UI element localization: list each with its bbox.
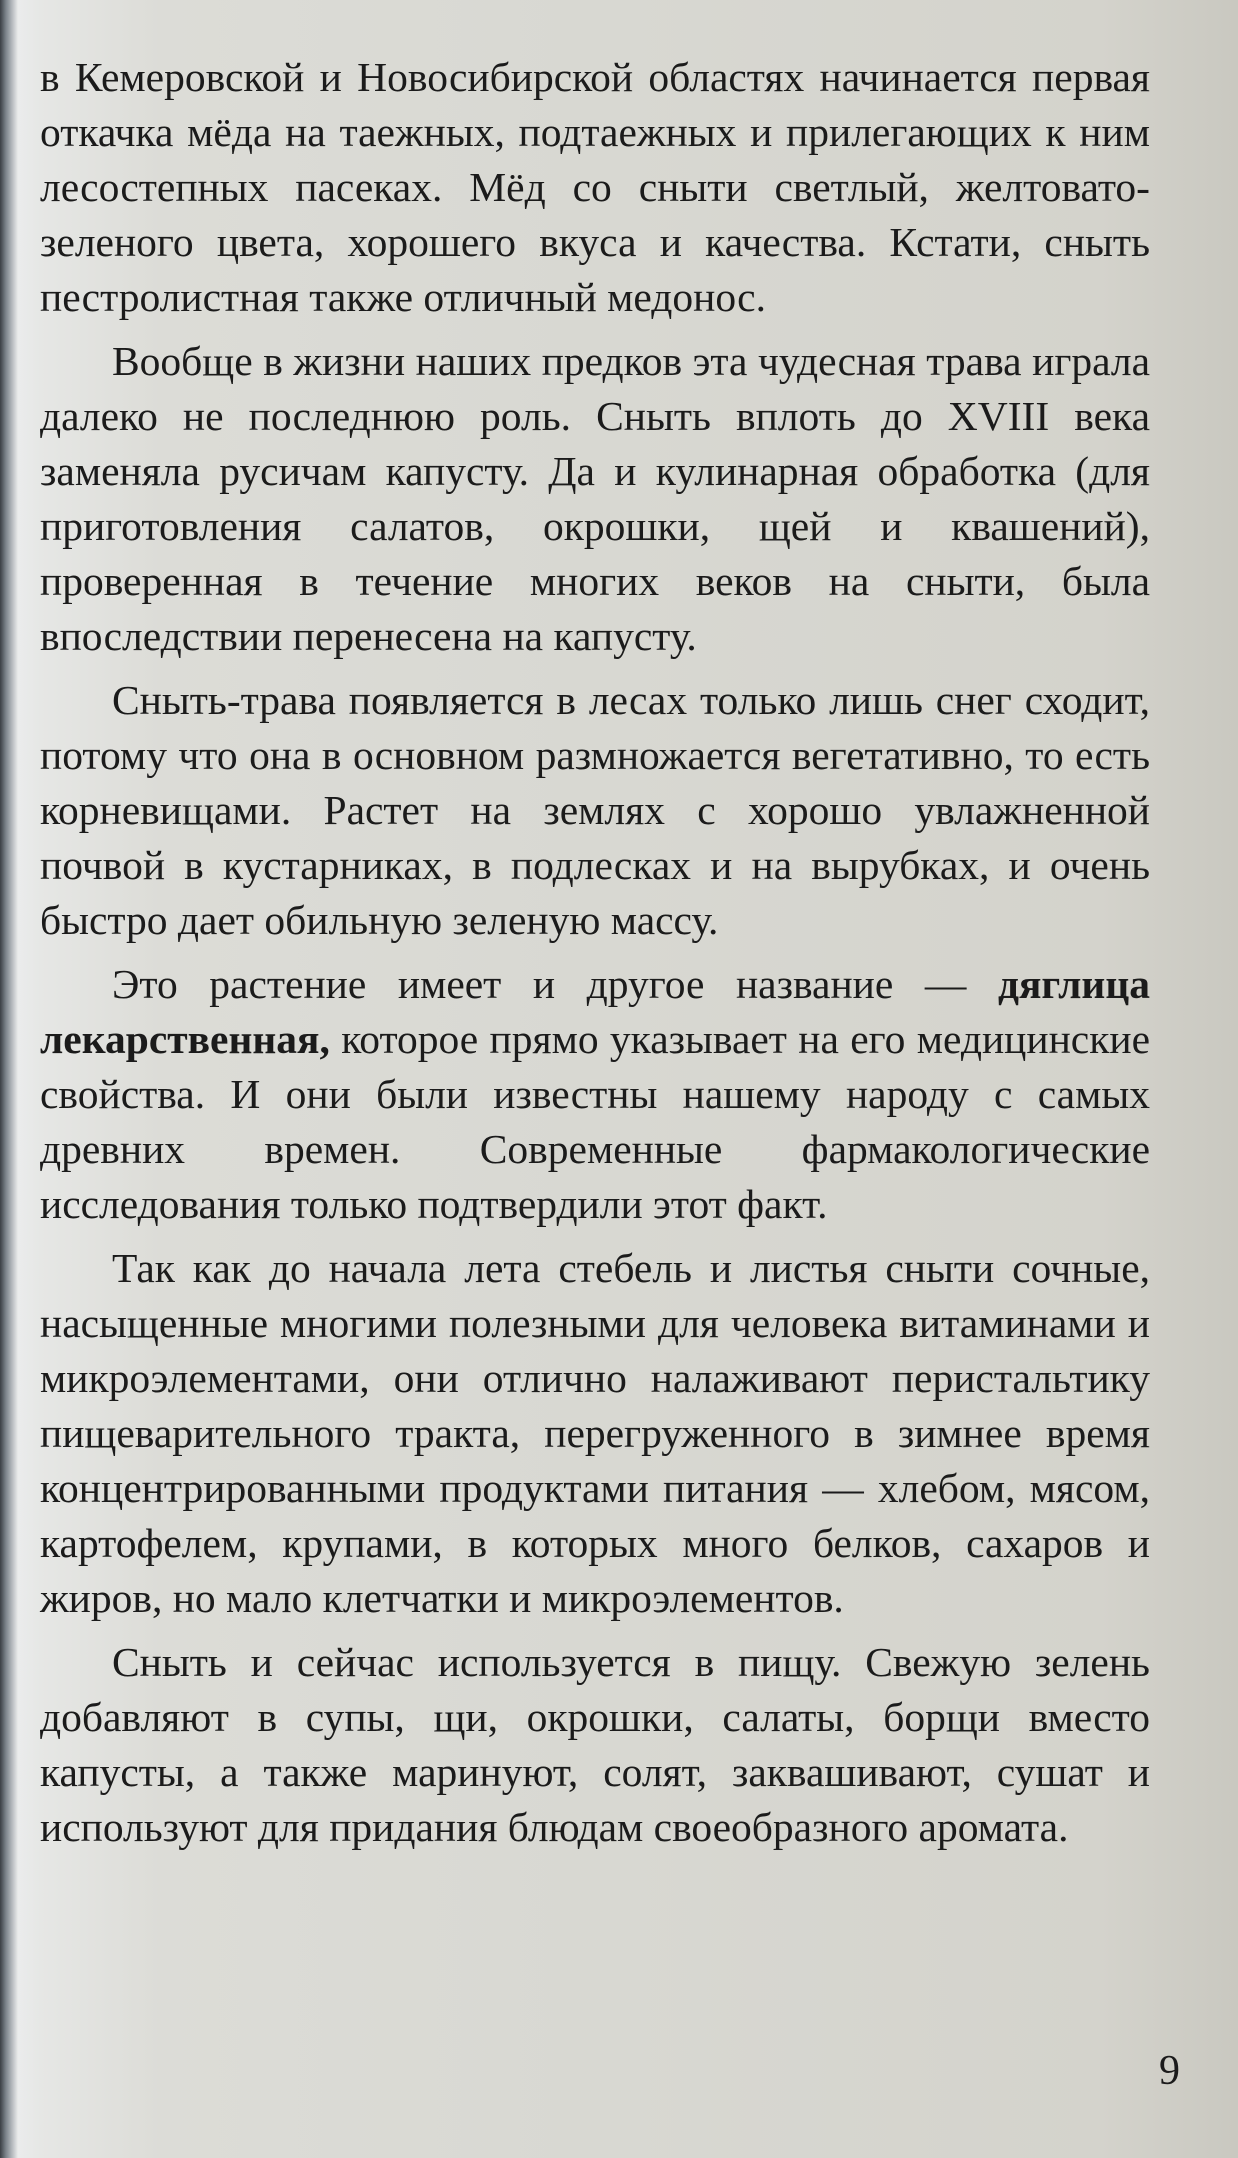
- page-number: 9: [1159, 2048, 1180, 2094]
- paragraph-3: Сныть-трава появляется в лесах только лишь снег сходит, потому что она в основном размножается вегетативно, то есть корневищами. Растет на землях с хорошо увлажненной почвой в кустарниках, в подлесках и на вырубках, и очень быстро дает обильную зеленую массу.: [40, 677, 1150, 943]
- paragraph-6: Сныть и сейчас используется в пищу. Свежую зелень добавляют в супы, щи, окрошки, салаты, борщи вместо капусты, а также маринуют, солят, заквашивают, сушат и используют для придания блюдам своеобразного аромата.: [40, 1639, 1150, 1850]
- paragraph-1: в Кемеровской и Новосибирской областях начинается первая откачка мёда на таежных, подтаежных и прилегающих к ним лесостепных пасеках. Мёд со сныти светлый, желтовато-зеленого цвета, хорошего вкуса и качества. Кстати, сныть пестролистная также отличный медонос.: [40, 54, 1150, 320]
- paragraph-4: [40, 957, 1150, 1232]
- paragraph-5: Так как до начала лета стебель и листья сныти сочные, насыщенные многими полезными для человека витаминами и микроэлементами, они отлично налаживают перистальтику пищеварительного тракта, перегруженного в зимнее время концентрированными продуктами питания — хлебом, мясом, картофелем, крупами, в которых много белков, сахаров и жиров, но мало клетчатки и микроэлементов.: [40, 1245, 1150, 1621]
- paragraph-4-lead: Это растение имеет и другое название —: [112, 961, 998, 1007]
- bold-term: дяглица лекарственная,: [40, 961, 1150, 1062]
- binding-shadow: [0, 0, 18, 2158]
- paragraph-2: Вообще в жизни наших предков эта чудесная трава играла далеко не последнюю роль. Сныть вплоть до XVIII века заменяла русичам капусту. Да и кулинарная обработка (для приготовления салатов, окрошки, щей и квашений), проверенная в течение многих веков на сныти, была впоследствии перенесена на капусту.: [40, 338, 1150, 659]
- page-text: [40, 50, 1150, 1864]
- paragraph-4-rest: которое прямо указывает на его медицинские свойства. И они были известны нашему народу с самых древних времен. Современные фармакологические исследования только подтвердили этот факт.: [40, 1016, 1150, 1227]
